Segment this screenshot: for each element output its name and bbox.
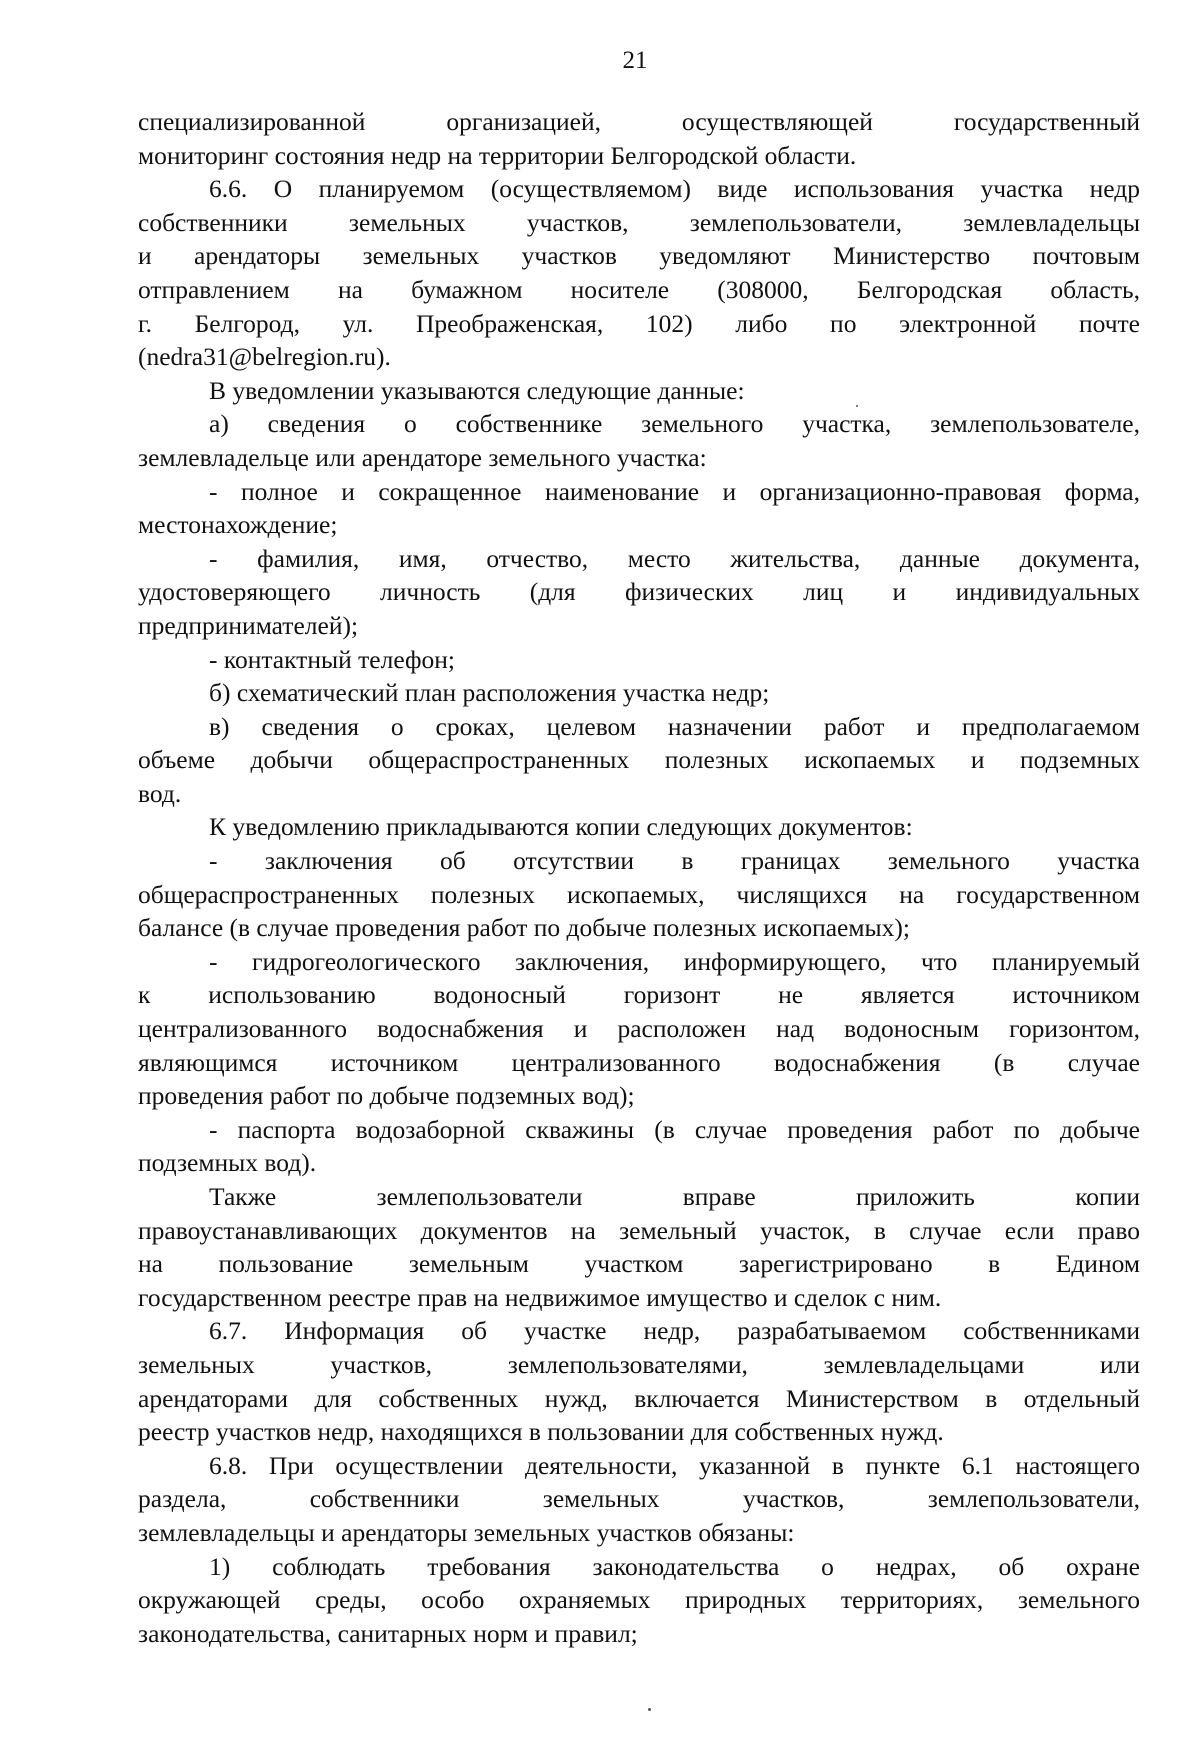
text-line: отправлением на бумажном носителе (308000, Белгородская область,: [138, 274, 1140, 304]
text-line: в) сведения о сроках, целевом назначении работ и предполагаемом: [209, 711, 1140, 741]
text-line: предпринимателей);: [138, 610, 359, 640]
text-line: централизованного водоснабжения и расположен над водоносным горизонтом,: [138, 1014, 1140, 1044]
text-line: 6.8. При осуществлении деятельности, указанной в пункте 6.1 настоящего: [209, 1450, 1140, 1480]
text-line: являющимся источником централизованного водоснабжения (в случае: [138, 1047, 1140, 1077]
text-line: - фамилия, имя, отчество, место жительства, данные документа,: [209, 543, 1140, 573]
page-number: 21: [622, 47, 648, 74]
text-line: и арендаторы земельных участков уведомляют Министерство почтовым: [138, 241, 1140, 271]
text-line: балансе (в случае проведения работ по добыче полезных ископаемых);: [138, 913, 910, 943]
text-line: государственном реестре прав на недвижимое имущество и сделок с ним.: [138, 1282, 942, 1312]
text-line: - заключения об отсутствии в границах земельного участка: [209, 846, 1140, 876]
text-line: объеме добычи общераспространенных полезных ископаемых и подземных: [138, 745, 1140, 775]
text-line: В уведомлении указываются следующие данные:: [209, 375, 745, 405]
text-line: землевладельцы и арендаторы земельных участков обязаны:: [138, 1517, 795, 1547]
text-line: удостоверяющего личность (для физических лиц и индивидуальных: [138, 577, 1140, 607]
text-line: землевладельце или арендаторе земельного участка:: [138, 442, 707, 472]
scan-speck: [648, 1708, 651, 1711]
text-line: проведения работ по добыче подземных вод);: [138, 1081, 635, 1111]
text-line: реестр участков недр, находящихся в пользовании для собственных нужд.: [138, 1417, 944, 1447]
text-line: мониторинг состояния недр на территории Белгородской области.: [138, 140, 857, 170]
text-line: на пользование земельным участком зарегистрировано в Едином: [138, 1249, 1140, 1279]
text-line: к использованию водоносный горизонт не является источником: [138, 980, 1140, 1010]
text-line: специализированной организацией, осуществляющей государственный: [138, 107, 1140, 136]
text-line: а) сведения о собственнике земельного участка, землепользователе,: [209, 409, 1140, 439]
text-line: раздела, собственники земельных участков, землепользователи,: [138, 1484, 1140, 1514]
document-body: [138, 105, 1140, 1650]
text-line: К уведомлению прикладываются копии следующих документов:: [209, 812, 913, 842]
text-line: законодательства, санитарных норм и правил;: [138, 1618, 638, 1648]
text-line: - контактный телефон;: [209, 644, 455, 674]
text-line: собственники земельных участков, землепользователи, землевладельцы: [138, 207, 1140, 237]
text-line: 6.7. Информация об участке недр, разрабатываемом собственниками: [209, 1316, 1140, 1346]
text-line: г. Белгород, ул. Преображенская, 102) либо по электронной почте: [138, 308, 1140, 338]
scan-speck: [856, 405, 858, 407]
text-line: 6.6. О планируемом (осуществляемом) виде использования участка недр: [209, 174, 1140, 204]
text-line: - паспорта водозаборной скважины (в случае проведения работ по добыче: [209, 1114, 1140, 1144]
text-line: общераспространенных полезных ископаемых, числящихся на государственном: [138, 879, 1140, 909]
text-line: арендаторами для собственных нужд, включается Министерством в отдельный: [138, 1383, 1140, 1413]
text-line: правоустанавливающих документов на земельный участок, в случае если право: [138, 1215, 1140, 1245]
text-line: земельных участков, землепользователями, землевладельцами или: [138, 1349, 1140, 1379]
text-line: 1) соблюдать требования законодательства о недрах, об охране: [209, 1551, 1140, 1581]
text-line: - гидрогеологического заключения, информирующего, что планируемый: [209, 946, 1140, 976]
text-line: окружающей среды, особо охраняемых природных территориях, земельного: [138, 1585, 1140, 1615]
text-line: подземных вод).: [138, 1148, 317, 1178]
text-line: Также землепользователи вправе приложить копии: [209, 1182, 1140, 1211]
text-line: местонахождение;: [138, 510, 338, 540]
text-line: (nedra31@belregion.ru).: [138, 342, 391, 372]
text-line: б) схематический план расположения участка недр;: [209, 678, 770, 708]
text-line: - полное и сокращенное наименование и организационно-правовая форма,: [209, 476, 1140, 506]
text-line: вод.: [138, 778, 182, 808]
